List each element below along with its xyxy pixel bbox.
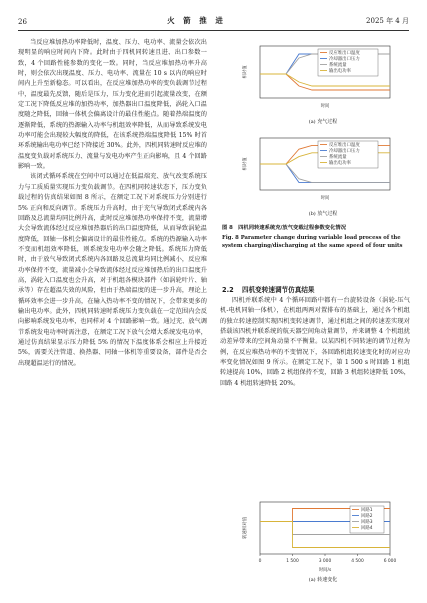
chart-8a [238,40,408,115]
figure-8-caption-zh: 图 8 四机同转速系统充/放气变载过程参数变化情况 [222,225,346,231]
figure-8a [238,40,408,115]
journal-title: 火 箭 推 进 [167,16,226,25]
legend-label-2: 冷却器出口压力 [329,57,360,62]
figure-9a [238,496,408,572]
chart-9a [238,496,408,572]
figure-8-caption-en-label: Fig. 8 [222,235,239,241]
chart-8b [238,132,408,207]
legend-label-1: 反应堆出口温度 [329,143,360,148]
page-header [18,12,409,26]
legend-label-3: 系统流量 [329,155,347,160]
legend-label-1: 回路1 [361,508,373,513]
x-axis-label: 时间 [320,104,330,109]
figure-8b [238,132,408,207]
figure-8a-subcaption: (a) 充气过程 [308,119,338,125]
legend-label-3: 回路3 [361,520,373,525]
left-paragraph-1: 当反应堆加热功率降低时，温度、压力、电功率、流量会依次出现明显的响应时间内下降。此时由于四机同转速且进、出口参数一致，4 个回路性能参数的变化一致。同时，当反应堆加热功率升高时，则会依次出现温度、压力、电功率、流量在 10 s 以内的响应时间内上升至新稳态。可以看出，在反应堆加热功率的变负载调节过程中，温度最先反馈，随后是压力，压力变化进而引起流量改变，在额定工况下降低反应堆的加热功率，加热器出口温度降低，涡轮入口温度随之降低，回轴一体机会偏离设计的最佳性能点。随着热端温度的逐渐降低，系统的热源输入功率与机组效率降低，从而导致系统发电功率可能会出现较大幅度的降低，在该系统热端温度降低 15% 时首环系统输出电功率已经下降接近 30%。此外，四机同转速时反应堆的温度变负载对系统压力、流量与发电功率产生正向影响，且 4 个回路影响一致。 [18,39,207,171]
chart-legend [318,49,378,76]
issue-date: 2025 年 4 月 [366,17,409,25]
legend-label-2: 回路2 [361,514,373,519]
x-tick-label: 4 500 [351,559,364,564]
section-title: 四机变转速调节仿真结果 [241,286,315,294]
figure-9a-subcaption: (a) 转速变化 [308,577,338,583]
legend-label-1: 反应堆出口温度 [329,51,360,56]
legend-label-2: 冷却器出口压力 [329,149,360,154]
y-axis-label: 转速相对值 [243,517,248,539]
series-line-1 [260,74,390,90]
right-paragraph-1: 四机并联系统中 4 个循环回路中都有一台旋转设备（涡轮-压气机-电机同轴一体机），在机组两两对置排布的基础上，通过各个机组的独立转速控制实现四机变转速调节，通过机组之间的转速差实现对搭载该四机并联系统的航天器空间角动量调节，并来调整 4 个机组扰动差异带来的空间角动量不平衡量。以某四机不同转速的调节过程为例，在反应堆热功率的不变情况下，各回路机组转速变化时的对应功率变化情况如图 9 所示。在额定工况下，第 1 500 s 时回路 1 机组转速提高 10%，回路 2 机组保持不变，回路 3 机组转速降低 10%，回路 4 机组转速降低 20%。 [220,297,410,387]
figure-8-caption-en-text: Parameter change during variable load process of the system charging/discharging at the same speed of four units [222,235,403,249]
y-axis-label: 相对值 [243,157,248,171]
x-tick-label: 6 000 [383,559,397,564]
section-number: 2.2 [222,286,234,294]
x-tick-label: 1 500 [286,559,299,564]
header-rule [18,30,409,31]
left-paragraph-2: 该闭式循环系统在空间中可以通过在低温端充、放气改变系统压力与工质质量实现压力变负载调节。在四机同转速状态下，压力变负载过程的仿真结果如图 8 所示，在额定工况下对系统压力分别进行 5% 正向和反向调节。系统压力升高时，由于充气导致闭式系统内各回路及总流量均同比例升高，此时反应堆加热功率保持不变，流量增大会导致流体经过反应堆加热器后的出口温度降低，从而导致涡轮温度降低，回轴一体机会偏离设计的最佳性能点。系统的热源输入功率不变而机组效率降低，则系统发电功率会随之降低。系统压力降低时，由于放气导致闭式系统内各回路及总流量均同比例减小，反应堆功率保持不变，流量减小会导致流体经过反应堆加热后的出口温度升高，涡轮入口温度也会升高，对于机组各模块部件（如涡轮叶片、轴承等）存在超温失效的风险，但由于热端温度的进一步升高，理论上循环效率会进一步升高，在输入热功率不变的情况下，会带来更多的输出电功率。此外，四机同转速时系统压力变负载在一定范围内会反向影响系统发电功率，也同样对 4 个回路影响一致。通过充、放气调节系统发电功率时需注意，在额定工况下放气会增大系统发电功率，通过仿真结果显示压力降低 5% 的情况下温度体系会相应上升接近 5%，需要关注管道、换热器、同轴一体机等重要设备，部件是否会出现超温运行的情况。 [18,173,207,367]
page-number: 26 [18,18,27,26]
left-column-text [18,38,207,369]
legend-label-4: 输出电功率 [329,69,351,74]
chart-legend [350,506,384,533]
legend-label-3: 系统流量 [329,63,347,68]
figure-8-caption-en [222,234,410,250]
right-column-text [220,296,410,389]
section-heading [222,284,315,294]
chart-legend [318,141,378,168]
x-axis-label: 时间/s [318,568,332,572]
x-axis-label: 时间 [320,196,330,201]
y-axis-label: 相对值 [243,65,248,79]
x-tick-label: 0 [258,559,262,564]
x-tick-label: 3 000 [318,559,332,564]
legend-label-4: 回路4 [361,526,373,531]
figure-8b-subcaption: (b) 放气过程 [308,211,338,217]
legend-label-4: 输出电功率 [329,161,351,166]
